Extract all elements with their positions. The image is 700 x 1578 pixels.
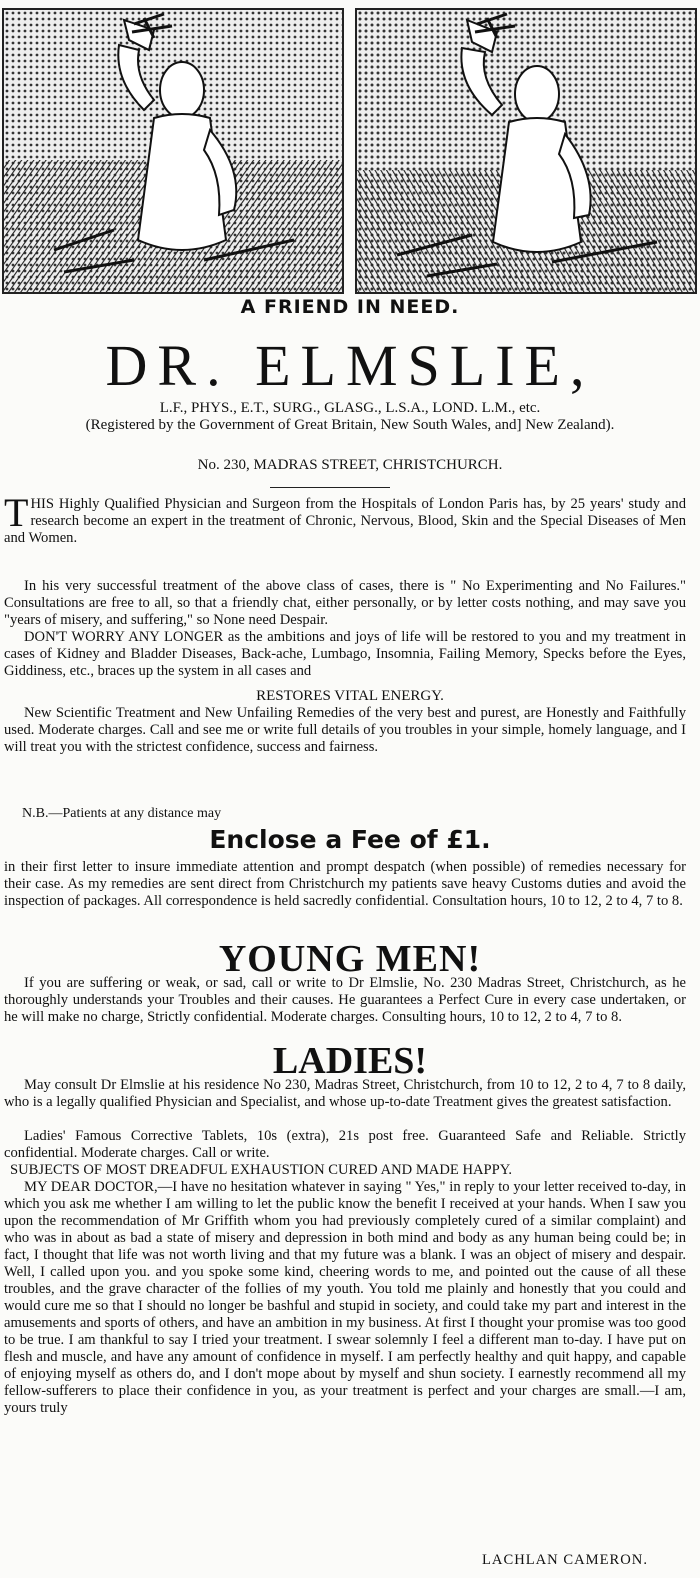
tablets-paragraph: Ladies' Famous Corrective Tablets, 10s (extra), 21s post free. Guaranteed Safe and Reliable. Strictly confidential. Moderate charges. Call or write. xyxy=(4,1128,686,1161)
ladies-heading: LADIES! xyxy=(272,1040,428,1082)
woman-wreath-icon xyxy=(4,10,342,292)
intro-text: HIS Highly Qualified Physician and Surgeon from the Hospitals of London Paris has, by 25 years' study and research become an expert in the treatment of Chronic, Nervous, Blood, Skin and the Special Diseases of Men and Women. xyxy=(4,496,686,546)
young-men-heading: YOUNG MEN! xyxy=(218,938,482,980)
fee-paragraph: in their first letter to insure immediate attention and prompt despatch (when possible) of remedies necessary for their case. As my remedies are sent direct from Christchurch my patients save heavy Customs duties and avoid the inspection of packages. All correspondence is held sacredly confidential. Consultation hours, 10 to 12, 2 to 4, 7 to 8. xyxy=(4,859,686,909)
successful-treatment-paragraph: In his very successful treatment of the above class of cases, there is " No Experimenting and No Failures." Consultations are free to all, so that a friendly chat, either personally, or by letter costs nothing, and may save you "years of misery, and suffering," so None need Despair. xyxy=(4,578,686,628)
drop-cap: T xyxy=(4,490,29,535)
tagline: A FRIEND IN NEED. xyxy=(240,296,460,318)
testimonial-heading: SUBJECTS OF MOST DREADFUL EXHAUSTION CURED AND MADE HAPPY. xyxy=(10,1162,513,1178)
new-scientific-paragraph: New Scientific Treatment and New Unfailing Remedies of the very best and purest, are Honestly and Faithfully used. Moderate charges. Call and see me or write full details of you troubles in your simple, homely language, and I will treat you with the strictest confidence, success and fairness. xyxy=(4,705,686,755)
ladies-paragraph: May consult Dr Elmslie at his residence No 230, Madras Street, Christchurch, from 10 to 12, 2 to 4, 7 to 8 daily, who is a legally qualified Physician and Specialist, and whose up-to-date Treatment gives the greatest satisfaction. xyxy=(4,1077,686,1110)
intro-paragraph xyxy=(4,490,686,547)
registration-note: (Registered by the Government of Great Britain, New South Wales, and] New Zealand). xyxy=(85,417,615,433)
woodcut-illustration-left xyxy=(2,8,344,294)
doctor-name-heading: DR. ELMSLIE, xyxy=(105,333,595,398)
dont-worry-paragraph: DON'T WORRY ANY LONGER as the ambitions and joys of life will be restored to you and my treatment in cases of Kidney and Bladder Diseases, Back-ache, Lumbago, Insomnia, Failing Memory, Specks before the Eyes, Giddiness, etc., braces up the system in all cases and xyxy=(4,629,686,679)
woodcut-illustration-right xyxy=(355,8,697,294)
testimonial-signature: LACHLAN CAMERON. xyxy=(482,1552,648,1568)
testimonial-letter: MY DEAR DOCTOR,—I have no hesitation whatever in saying " Yes," in reply to your letter received to-day, in which you ask me whether I am willing to let the public know the benefit I received at your hands. When I saw you upon the recommendation of Mr Griffith whom you had previously completely cured of a similar complaint) and who was in about as bad a state of misery and depression in both mind and body as any human being could be; in fact, I thought that life was not worth living and that my future was a blank. I was an object of misery and despair. Well, I called upon you. and you spoke some kind, cheering words to me, and pointed out the cause of all these troubles, and the grave character of the follies of my youth. You told me plainly and honestly that you could and would cure me so that I should no longer be bashful and stupid in society, and could take my part and interest in the amusements and sports of others, and have an ambition in my business. At first I thought your promise was too good to be true. I am thankful to say I tried your treatment. I swear solemnly I feel a different man to-day. I have put on flesh and muscle, and have any amount of confidence in myself. I am perfectly healthy and quit happy, and capable of enjoying myself as others do, and I don't mope about by myself and shun society. I earnestly recommend all my fellow-sufferers to place their confidence in you, as your treatment is perfect and your charges are small.—I am, yours truly xyxy=(4,1179,686,1416)
nb-note: N.B.—Patients at any distance may xyxy=(22,806,222,821)
young-men-paragraph: If you are suffering or weak, or sad, call or write to Dr Elmslie, No. 230 Madras Street, Christchurch, as he thoroughly understands your Troubles and their causes. He guarantees a Perfect Cure in every case undertaken, or he will make no charge, Strictly confidential. Moderate charges. Consulting hours, 10 to 12, 2 to 4, 7 to 8. xyxy=(4,975,686,1025)
divider-rule xyxy=(270,487,390,488)
woman-wreath-icon xyxy=(357,10,695,292)
qualifications: L.F., PHYS., E.T., SURG., GLASG., L.S.A., LOND. L.M., etc. xyxy=(159,400,541,416)
restores-vital-energy-heading: RESTORES VITAL ENERGY. xyxy=(256,688,444,704)
fee-heading: Enclose a Fee of £1. xyxy=(209,825,491,854)
address: No. 230, MADRAS STREET, CHRISTCHURCH. xyxy=(197,457,503,473)
